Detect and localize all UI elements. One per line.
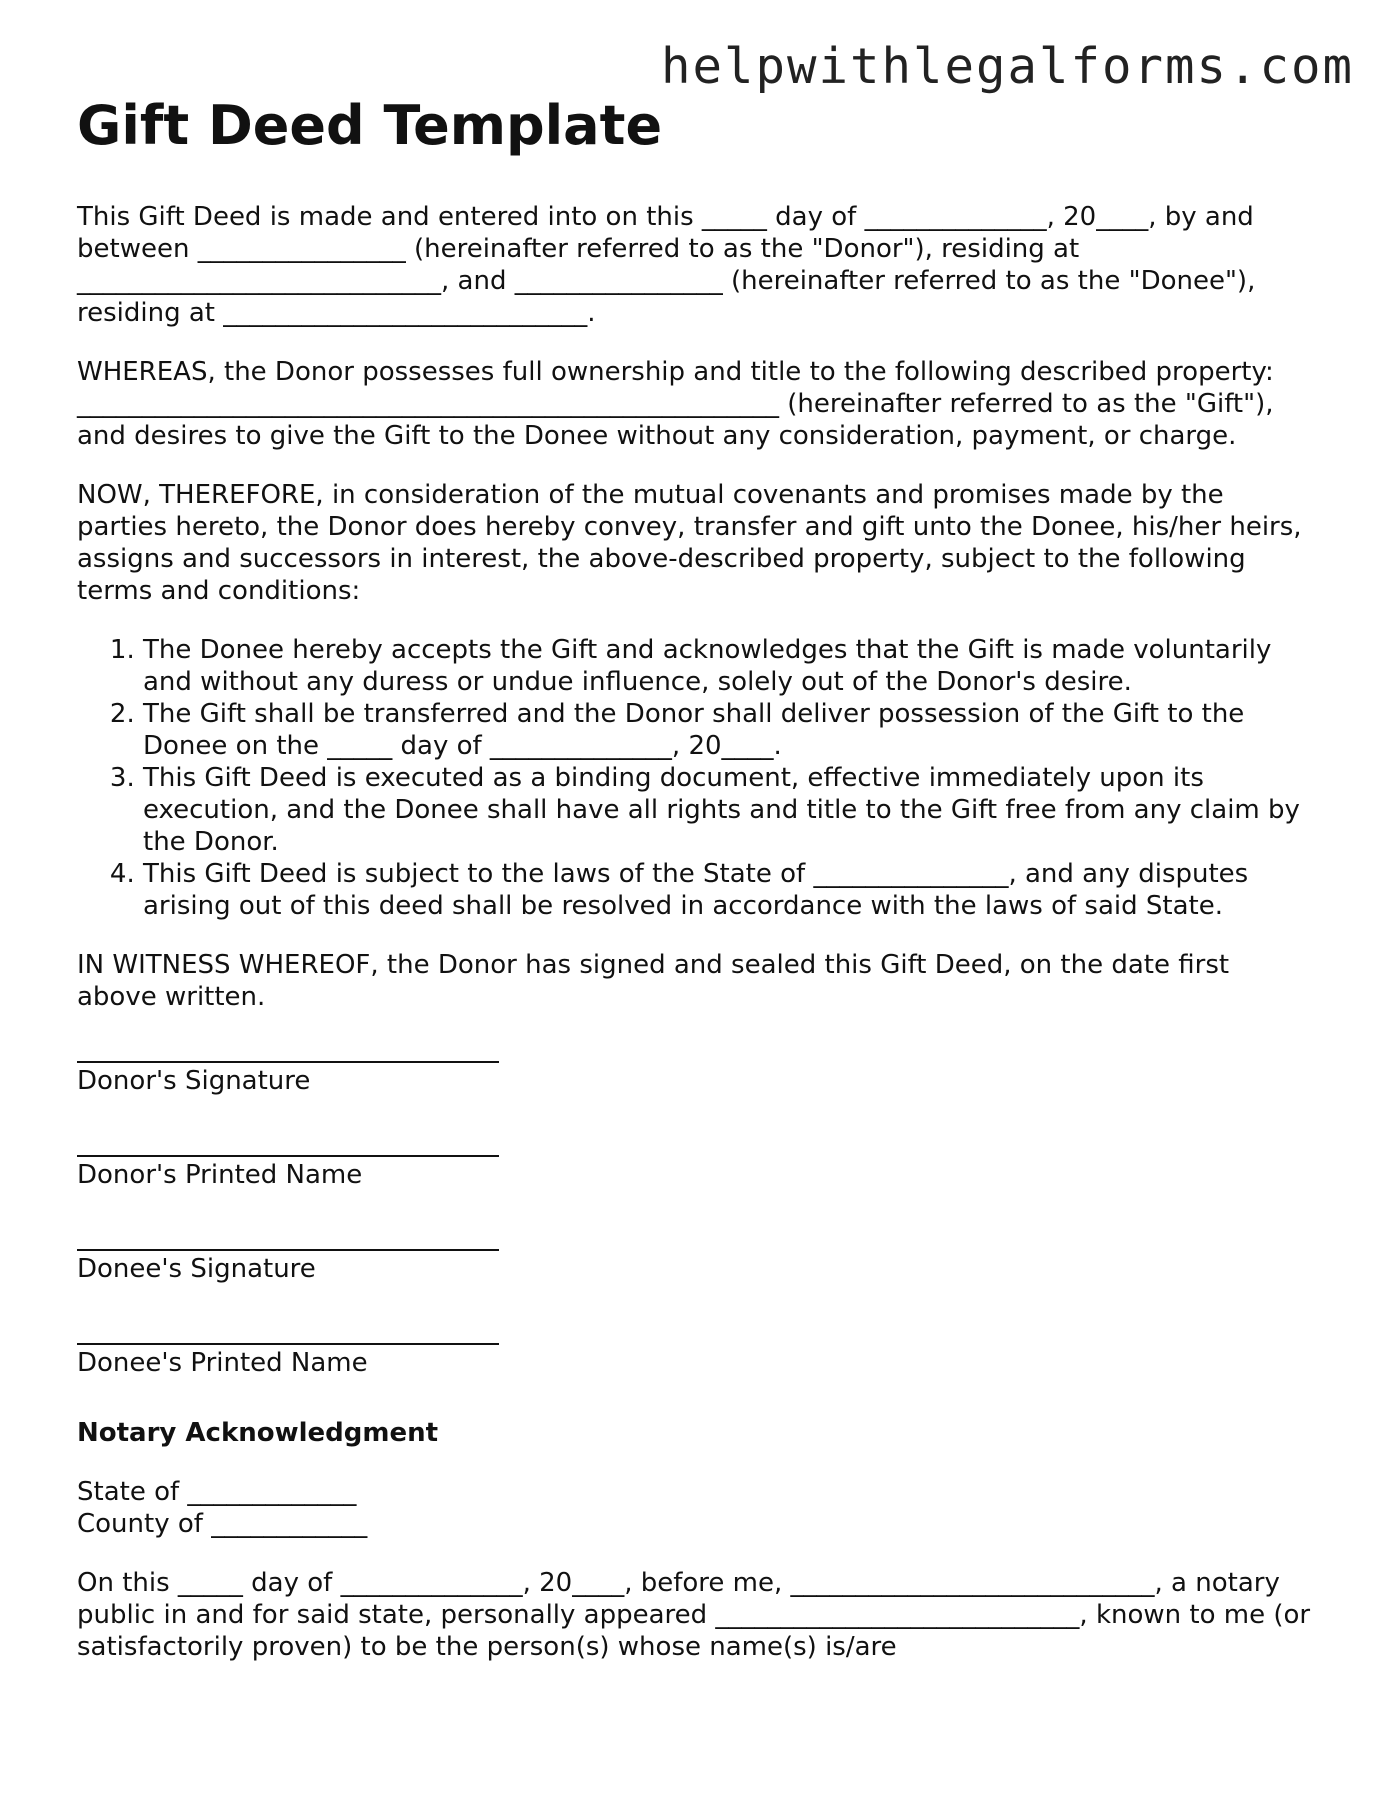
donee-printed-name-field — [77, 1343, 1317, 1379]
donor-printed-name-field — [77, 1155, 1317, 1191]
signature-label: Donee's Signature — [77, 1253, 316, 1284]
signature-block — [77, 1061, 1317, 1379]
witness-paragraph: IN WITNESS WHEREOF, the Donor has signed and sealed this Gift Deed, on the date first above written. — [77, 949, 1230, 1012]
term-item: 4. This Gift Deed is subject to the laws of the State of _______________, and any disputes arising out of this deed shall be resolved in accordance with the laws of said State. — [143, 858, 1317, 922]
notary-state-line: State of _____________ — [77, 1476, 357, 1507]
term-item: 2. The Gift shall be transferred and the Donor shall deliver possession of the Gift to the Donee on the _____ day of ______________, 20____. — [143, 698, 1317, 762]
signature-label: Donee's Printed Name — [77, 1347, 368, 1378]
document-body — [77, 94, 1317, 1690]
signature-label: Donor's Printed Name — [77, 1159, 363, 1190]
intro-paragraph: This Gift Deed is made and entered into on this _____ day of ______________, 20____, by and between ________________ (hereinafter referred to as the "Donor"), residing at ____________________________, and ________________ (hereinafter referred to as the "Donee"), residing at ____________________________. — [77, 201, 1256, 328]
site-watermark: helpwithlegalforms.com — [660, 38, 1354, 95]
notary-body-paragraph: On this _____ day of ______________, 20____, before me, ____________________________, a notary public in and for said state, personally appeared ____________________________, known to me (or satisfactorily proven) to be the person(s) whose name(s) is/are — [77, 1567, 1311, 1662]
signature-label: Donor's Signature — [77, 1065, 311, 1096]
now-therefore-paragraph: NOW, THEREFORE, in consideration of the mutual covenants and promises made by the parties hereto, the Donor does hereby convey, transfer and gift unto the Donee, his/her heirs, assigns and successors in interest, the above-described property, subject to the following terms and conditions: — [77, 479, 1302, 606]
term-item: 3. This Gift Deed is executed as a binding document, effective immediately upon its execution, and the Donee shall have all rights and title to the Gift free from any claim by the Donor. — [143, 762, 1317, 858]
document-title: Gift Deed Template — [77, 94, 663, 157]
signature-line — [77, 1061, 499, 1063]
signature-line — [77, 1343, 499, 1345]
donee-signature-field — [77, 1249, 1317, 1285]
terms-list — [77, 634, 1317, 922]
donor-signature-field — [77, 1061, 1317, 1097]
notary-heading: Notary Acknowledgment — [77, 1417, 439, 1448]
term-item: 1. The Donee hereby accepts the Gift and acknowledges that the Gift is made voluntarily and without any duress or undue influence, solely out of the Donor's desire. — [143, 634, 1317, 698]
whereas-paragraph: WHEREAS, the Donor possesses full ownership and title to the following described property: ______________________________________________________ (hereinafter referred to as the "Gift"), and desires to give the Gift to the Donee without any consideration, payment, or charge. — [77, 356, 1274, 451]
signature-line — [77, 1155, 499, 1157]
notary-county-line: County of ____________ — [77, 1508, 368, 1539]
signature-line — [77, 1249, 499, 1251]
